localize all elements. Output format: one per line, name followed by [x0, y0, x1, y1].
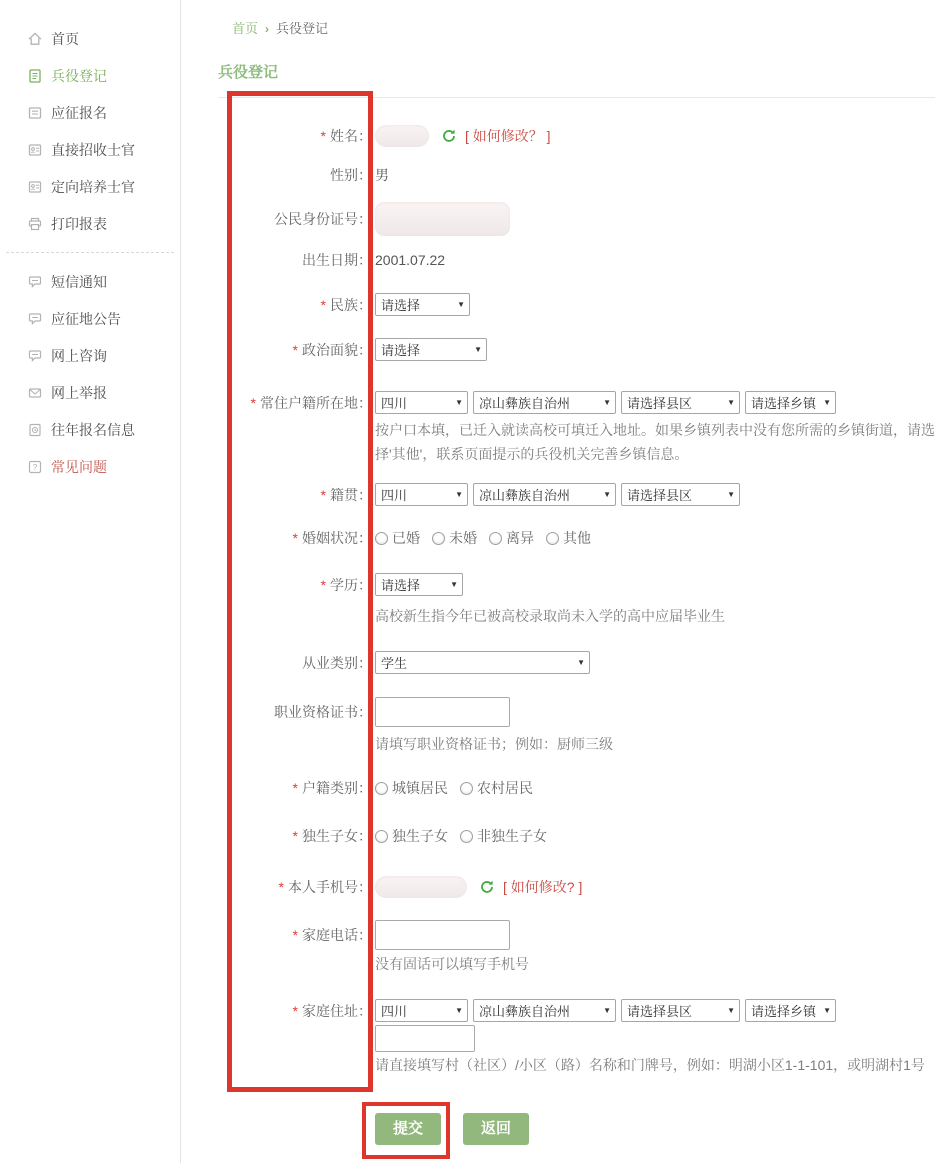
political-status-select[interactable]: 请选择 ▼ [375, 338, 487, 361]
household-type-label: * 户籍类别： [292, 780, 372, 796]
dropdown-arrow-icon: ▼ [603, 398, 611, 407]
residence-county-select[interactable]: 请选择县区 ▼ [621, 391, 740, 414]
sidebar-item-registration[interactable] [0, 57, 180, 94]
political-status-label: * 政治面貌： [292, 341, 372, 358]
refresh-icon[interactable] [479, 879, 495, 895]
sidebar-divider [6, 252, 174, 253]
registration-form [218, 98, 935, 1163]
name-value-redacted [375, 125, 429, 147]
sidebar-item-label: 网上咨询 [51, 347, 107, 364]
dropdown-arrow-icon: ▼ [455, 1006, 463, 1015]
field-row-name [218, 125, 935, 147]
mail-icon [27, 385, 43, 401]
native-place-city-select[interactable]: 凉山彝族自治州 ▼ [473, 483, 616, 506]
education-help-text: 高校新生指今年已被高校录取尚未入学的高中应届毕业生 [375, 608, 725, 624]
marital-option-other: 其他 [546, 528, 591, 548]
residence-label: * 常住户籍所在地： [250, 394, 372, 411]
field-row-marital-status [218, 528, 935, 548]
field-row-home-address [218, 999, 935, 1022]
marital-radio-divorced[interactable] [489, 532, 502, 545]
field-row-ethnicity [218, 293, 935, 316]
field-row-id-number [218, 202, 935, 236]
home-address-town-select[interactable]: 请选择乡镇 ▼ [745, 999, 836, 1022]
refresh-icon[interactable] [441, 128, 457, 144]
sidebar-item-print-report[interactable] [0, 205, 180, 242]
field-row-only-child [218, 826, 935, 846]
signup-form-icon [27, 105, 43, 121]
field-row-education [218, 573, 935, 596]
breadcrumb-separator-icon: › [265, 22, 270, 36]
marital-radio-other[interactable] [546, 532, 559, 545]
education-select[interactable]: 请选择 ▼ [375, 573, 463, 596]
name-label: * 姓名： [320, 128, 372, 144]
native-place-label: * 籍贯： [320, 486, 372, 503]
svg-text:?: ? [32, 461, 38, 472]
home-address-county-select[interactable]: 请选择县区 ▼ [621, 999, 740, 1022]
residence-town-select[interactable]: 请选择乡镇 ▼ [745, 391, 836, 414]
field-row-home-phone [218, 920, 935, 950]
sidebar-item-home[interactable] [0, 20, 180, 57]
household-option-rural: 农村居民 [460, 778, 533, 798]
form-actions-row [218, 1113, 935, 1145]
marital-option-divorced: 离异 [489, 528, 534, 548]
certificate-input[interactable] [375, 697, 510, 727]
home-phone-input[interactable] [375, 920, 510, 950]
sidebar-item-faq[interactable] [0, 448, 180, 485]
main-content [218, 0, 935, 1163]
breadcrumb [218, 0, 935, 37]
sidebar-item-past-registrations[interactable] [0, 411, 180, 448]
dropdown-arrow-icon: ▼ [823, 1006, 831, 1015]
household-option-urban: 城镇居民 [375, 778, 448, 798]
household-radio-rural[interactable] [460, 782, 473, 795]
marital-option-married: 已婚 [375, 528, 420, 548]
education-label: * 学历： [320, 576, 372, 593]
dropdown-arrow-icon: ▼ [727, 1006, 735, 1015]
marital-option-unmarried: 未婚 [432, 528, 477, 548]
residence-city-select[interactable]: 凉山彝族自治州 ▼ [473, 391, 616, 414]
dropdown-arrow-icon: ▼ [450, 580, 458, 589]
sidebar-item-label: 应征地公告 [51, 310, 121, 327]
gender-label: 性别： [330, 167, 372, 183]
native-place-province-select[interactable]: 四川 ▼ [375, 483, 468, 506]
sidebar-item-signup[interactable] [0, 94, 180, 131]
sidebar-item-label: 常见问题 [51, 458, 107, 475]
dropdown-arrow-icon: ▼ [474, 345, 482, 354]
printer-icon [27, 216, 43, 232]
recruit-card-icon [27, 142, 43, 158]
residence-province-select[interactable]: 四川 ▼ [375, 391, 468, 414]
id-number-value-redacted [375, 202, 510, 236]
sidebar-item-label: 网上举报 [51, 384, 107, 401]
sms-bubble-icon [27, 274, 43, 290]
breadcrumb-home-link[interactable]: 首页 [232, 21, 259, 36]
breadcrumb-current: 兵役登记 [276, 21, 329, 36]
home-address-province-select[interactable]: 四川 ▼ [375, 999, 468, 1022]
mobile-value-redacted [375, 876, 467, 898]
sidebar-item-online-consult[interactable] [0, 337, 180, 374]
native-place-county-select[interactable]: 请选择县区 ▼ [621, 483, 740, 506]
birth-date-value: 2001.07.22 [375, 252, 446, 268]
only-child-option-no: 非独生子女 [460, 826, 547, 846]
only-child-label: * 独生子女： [292, 828, 372, 844]
field-row-native-place [218, 483, 935, 506]
dropdown-arrow-icon: ▼ [823, 398, 831, 407]
ethnicity-label: * 民族： [320, 296, 372, 313]
id-number-label: 公民身份证号： [274, 211, 372, 227]
sidebar-item-targeted-training[interactable] [0, 168, 180, 205]
back-button[interactable]: 返回 [463, 1113, 529, 1145]
marital-status-label: * 婚姻状况： [292, 530, 372, 546]
gender-value: 男 [375, 167, 389, 183]
home-address-help-text: 请直接填写村（社区）/小区（路）名称和门牌号，例如：明湖小区1-1-101，或明湖村1号 [375, 1057, 925, 1073]
only-child-option-yes: 独生子女 [375, 826, 448, 846]
field-row-occupation [218, 651, 935, 674]
sidebar-item-label: 应征报名 [51, 104, 107, 121]
only-child-radio-yes[interactable] [375, 830, 388, 843]
field-row-gender [218, 165, 935, 185]
sidebar-item-label: 往年报名信息 [51, 421, 135, 438]
dropdown-arrow-icon: ▼ [577, 658, 585, 667]
field-row-home-address-detail [218, 1025, 935, 1052]
notice-bubble-icon [27, 311, 43, 327]
sidebar-item-label: 首页 [51, 30, 79, 47]
sidebar-item-local-announcements[interactable] [0, 300, 180, 337]
submit-button[interactable]: 提交 [375, 1113, 441, 1145]
residence-help-text: 按户口本填，已迁入就读高校可填迁入地址。如果乡镇列表中没有您所需的乡镇街道，请选择'其他'，联系页面提示的兵役机关完善乡镇信息。 [375, 422, 935, 462]
home-icon [27, 31, 43, 47]
sidebar-item-label: 打印报表 [51, 215, 107, 232]
dropdown-arrow-icon: ▼ [603, 490, 611, 499]
field-row-household-type [218, 778, 935, 798]
sidebar [0, 0, 180, 1163]
occupation-select[interactable]: 学生 ▼ [375, 651, 590, 674]
training-card-icon [27, 179, 43, 195]
dropdown-arrow-icon: ▼ [457, 300, 465, 309]
dropdown-arrow-icon: ▼ [727, 490, 735, 499]
dropdown-arrow-icon: ▼ [455, 398, 463, 407]
home-address-label: * 家庭住址： [292, 1002, 372, 1019]
sidebar-item-sms-notice[interactable] [0, 263, 180, 300]
birth-date-label: 出生日期： [302, 252, 372, 268]
sidebar-item-label: 定向培养士官 [51, 178, 135, 195]
household-radio-urban[interactable] [375, 782, 388, 795]
mobile-label: * 本人手机号： [278, 879, 372, 895]
sidebar-content-divider [180, 0, 181, 1163]
sidebar-item-label: 短信通知 [51, 273, 107, 290]
faq-icon [27, 459, 43, 475]
sidebar-item-label: 兵役登记 [51, 67, 107, 84]
home-phone-help-text: 没有固话可以填写手机号 [375, 956, 529, 972]
history-doc-icon [27, 422, 43, 438]
field-row-residence [218, 391, 935, 414]
home-address-detail-input[interactable] [375, 1025, 475, 1052]
only-child-radio-no[interactable] [460, 830, 473, 843]
sidebar-item-label: 直接招收士官 [51, 141, 135, 158]
field-row-political-status [218, 338, 935, 361]
dropdown-arrow-icon: ▼ [603, 1006, 611, 1015]
register-doc-icon [27, 68, 43, 84]
consult-bubble-icon [27, 348, 43, 364]
dropdown-arrow-icon: ▼ [727, 398, 735, 407]
how-to-modify-link[interactable]: [ 如何修改？ ] [465, 128, 551, 144]
home-address-city-select[interactable]: 凉山彝族自治州 ▼ [473, 999, 616, 1022]
certificate-help-text: 请填写职业资格证书；例如：厨师三级 [375, 736, 613, 752]
occupation-label: 从业类别： [302, 654, 372, 671]
marital-radio-unmarried[interactable] [432, 532, 445, 545]
field-row-mobile [218, 876, 935, 898]
marital-radio-married[interactable] [375, 532, 388, 545]
how-to-modify-link[interactable]: [ 如何修改? ] [503, 879, 583, 895]
field-row-birth-date [218, 250, 935, 270]
field-row-certificate [218, 697, 935, 727]
dropdown-arrow-icon: ▼ [455, 490, 463, 499]
sidebar-item-online-report[interactable] [0, 374, 180, 411]
certificate-label: 职业资格证书： [274, 704, 372, 720]
home-phone-label: * 家庭电话： [292, 927, 372, 943]
ethnicity-select[interactable]: 请选择 ▼ [375, 293, 470, 316]
sidebar-item-direct-recruit[interactable] [0, 131, 180, 168]
page-title: 兵役登记 [218, 64, 279, 81]
